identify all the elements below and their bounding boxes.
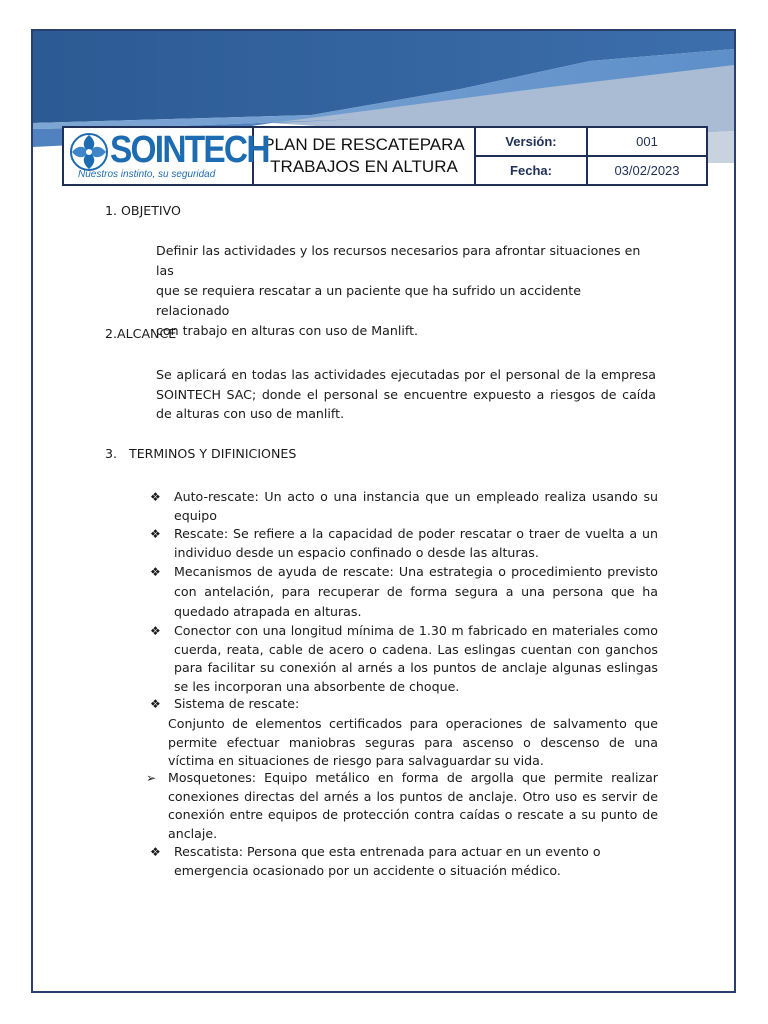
list-item-text: Mosquetones: Equipo metálico en forma de argolla que permite realizar conexiones directas del arnés a los puntos de anclaje. Otro uso es servir de conexión entre equipos de protección contra caídas o rescate a su punto de anclaje.: [168, 770, 658, 841]
list-item-text: Mecanismos de ayuda de rescate: Una estrategia o procedimiento previsto con antelación, para recuperar de forma segura a una persona que ha quedado atrapada en alturas.: [174, 564, 658, 619]
section-heading-objetivo: 1. OBJETIVO: [105, 203, 181, 218]
bullet-diamond-icon: ❖: [150, 565, 161, 579]
alcance-paragraph: Se aplicará en todas las actividades ejecutadas por el personal de la empresa SOINTECH SAC; donde el personal se encuentre expuesto a riesgos de caída de alturas con uso de manlift.: [156, 367, 656, 421]
sistema-rescate-description: Conjunto de elementos certificados para operaciones de salvamento que permite efectuar maniobras seguras para ascenso o descenso de una víctima en situaciones de riesgo para salvaguardar su vida.: [168, 716, 658, 768]
version-value: 001: [636, 134, 658, 149]
list-item-text: Rescatista: Persona que esta entrenada para actuar en un evento o emergencia ocasionado por un accidente o situación médico.: [174, 844, 601, 878]
title-line-1: PLAN DE RESCATEPARA: [263, 135, 465, 154]
list-item: [150, 695, 658, 714]
objetivo-paragraph: [156, 241, 656, 341]
section-heading-terminos: 3. TERMINOS Y DIFINICIONES: [105, 446, 297, 461]
list-item: [150, 525, 658, 562]
objetivo-line-1: Definir las actividades y los recursos necesarios para afrontar situaciones en las: [156, 243, 641, 278]
objetivo-line-2: que se requiera rescatar a un paciente que ha sufrido un accidente relacionado: [156, 283, 581, 318]
title-line-2: TRABAJOS EN ALTURA: [270, 157, 458, 176]
list-item-text: Sistema de rescate:: [174, 696, 300, 711]
list-item: [150, 488, 658, 525]
list-item-text: Auto-rescate: Un acto o una instancia que un empleado realiza usando su equipo: [174, 489, 658, 523]
bullet-diamond-icon: ❖: [150, 697, 161, 711]
objetivo-line-3: con trabajo en alturas con uso de Manlift.: [156, 323, 419, 338]
bullet-diamond-icon: ❖: [150, 624, 161, 638]
bullet-arrow-icon: ➢: [146, 771, 157, 785]
list-item-text: Conector con una longitud mínima de 1.30 m fabricado en materiales como cuerda, reata, cable de acero o cadena. Las eslingas cuentan con ganchos para facilitar su conexión al arnés a los puntos de anclaje algunas eslingas se les incorporan una absorbente de choque.: [174, 623, 658, 694]
list-item-text: Rescate: Se refiere a la capacidad de poder rescatar o traer de vuelta a un individuo desde un espacio confinado o desde las alturas.: [174, 526, 658, 560]
logo-wordmark: SOINTECH: [110, 129, 269, 171]
bullet-diamond-icon: ❖: [150, 527, 161, 541]
version-label: Versión:: [476, 128, 588, 155]
bullet-diamond-icon: ❖: [150, 490, 161, 504]
list-item: [150, 622, 658, 696]
list-item: [150, 562, 658, 622]
section-heading-alcance: 2.ALCANCE: [105, 326, 177, 341]
list-item: [150, 843, 658, 880]
logo-slogan: Nuestros instinto, su seguridad: [78, 169, 216, 180]
date-label: Fecha:: [476, 157, 588, 184]
bullet-diamond-icon: ❖: [150, 845, 161, 859]
date-value: 03/02/2023: [614, 163, 680, 178]
list-item: [146, 769, 658, 843]
